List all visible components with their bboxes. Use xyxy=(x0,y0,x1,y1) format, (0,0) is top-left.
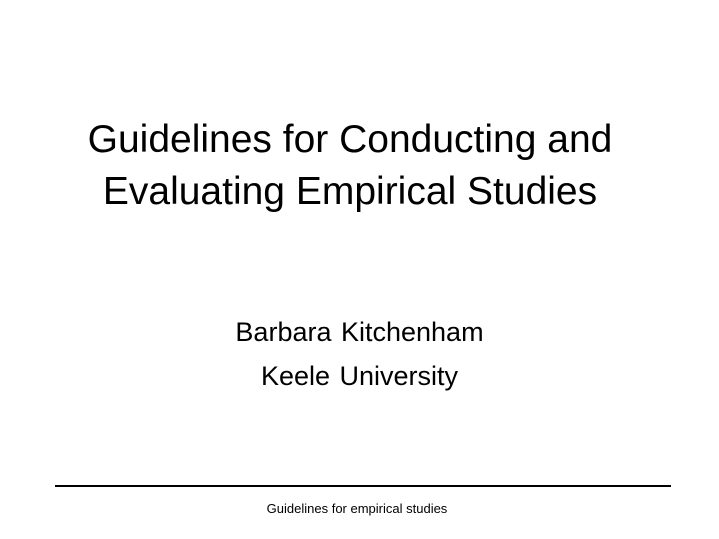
title-line-2: Evaluating Empirical Studies xyxy=(102,170,598,213)
slide-subtitle xyxy=(0,310,719,398)
author-affiliation: Keele University xyxy=(260,361,459,391)
footer-text: Guidelines for empirical studies xyxy=(266,501,448,516)
slide-title xyxy=(0,114,700,218)
author-name: Barbara Kitchenham xyxy=(235,317,484,347)
footer-divider xyxy=(55,485,671,487)
title-line-1: Guidelines for Conducting and xyxy=(87,118,613,161)
